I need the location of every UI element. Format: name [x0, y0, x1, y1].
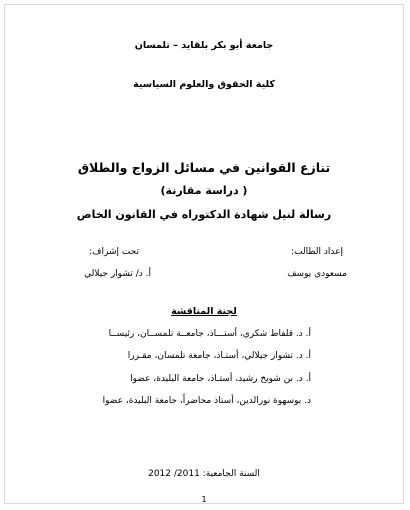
committee-member: د. بوسهوة نورالدين، أستاذ محاضراً، جامعة البليدة، عضوا — [102, 396, 311, 406]
academic-year: السنة الجامعية: 2011/ 2012 — [148, 469, 260, 479]
student-label: إعداد الطالب: — [291, 247, 343, 257]
document-page — [4, 4, 404, 504]
thesis-title: تنازع القوانين في مسائل الزواج والطلاق — [77, 160, 331, 175]
committee-member: أ. د. تشوار جيلالي، أستـاذ، جامعة تلمسان، مقـررا — [127, 351, 311, 361]
supervisor-name: أ. د/ تشوار جيلالي — [84, 269, 151, 279]
faculty-name: كلية الحقوق والعلوم السياسية — [133, 79, 275, 90]
committee-member: أ. د. بن شويخ رشيد، أستـاذ، جامعة البليدة، عضوا — [130, 374, 311, 384]
thesis-subtitle: ( دراسة مقارنة) — [160, 184, 248, 197]
committee-heading: لجنة المناقشة — [171, 306, 237, 317]
thesis-purpose: رسالة لنيل شهادة الدكتوراه في القانون الخاص — [76, 208, 332, 221]
committee-member: أ. د. قلفاط شكري، أستـــاذ، جامعــة تلمســان، رئيســا — [108, 329, 311, 339]
university-name: جامعة أبو بكر بلقايد – تلمسان — [134, 40, 274, 51]
supervisor-label: تحت إشراف: — [89, 247, 139, 257]
page-number: 1 — [201, 495, 207, 504]
student-name: مسعودي يوسف — [287, 269, 347, 279]
